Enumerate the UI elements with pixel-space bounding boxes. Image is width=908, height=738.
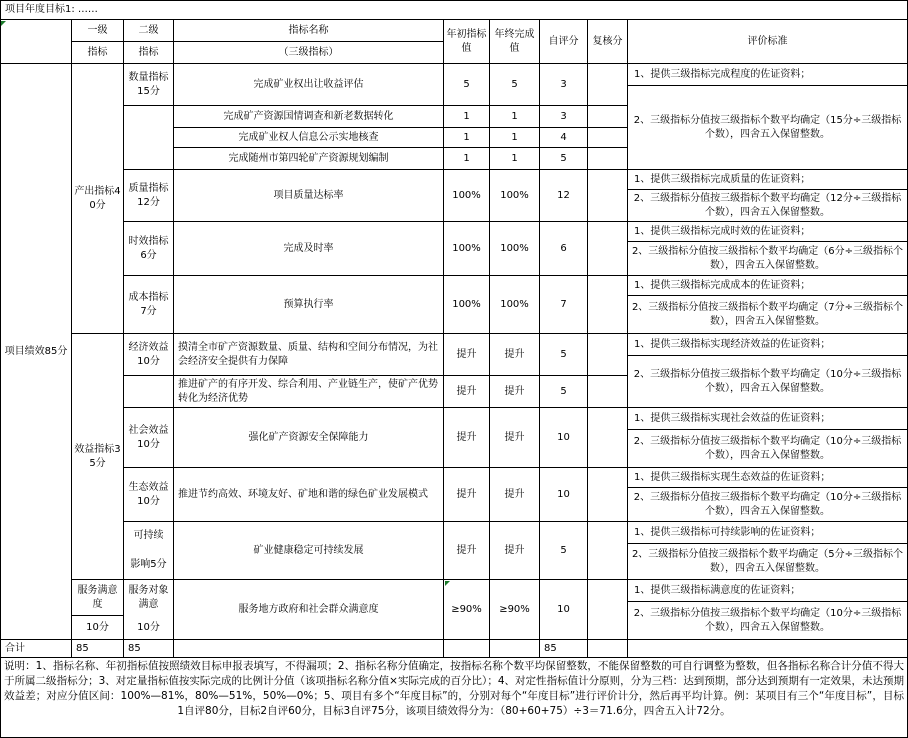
indicator-name: 摸清全市矿产资源数量、质量、结构和空间分布情况，为社会经济安全提供有力保障 [174,334,444,376]
indicator-review-score [588,148,628,170]
indicator-initial: 提升 [444,408,490,468]
total-level1: 85 [72,640,124,658]
indicator-review-score [588,580,628,640]
indicator-name: 服务地方政府和社会群众满意度 [174,580,444,640]
indicator-self-score: 6 [540,222,588,276]
indicator-final: 1 [490,128,540,148]
indicator-self-score: 3 [540,64,588,106]
indicator-final: 提升 [490,522,540,580]
indicator-self-score: 10 [540,580,588,640]
indicator-initial: 提升 [444,522,490,580]
criteria-text: 2、三级指标分值按三级指标个数平均确定（5分÷三级指标个数），四舍五入保留整数。 [628,544,908,580]
criteria-text: 2、三级指标分值按三级指标个数平均确定（7分÷三级指标个数），四舍五入保留整数。 [628,296,908,334]
level2-sustainability-line2: 影响5分 [130,558,167,570]
level1-benefit: 效益指标35分 [72,334,124,580]
indicator-initial: ≥90% [444,580,490,640]
indicator-initial: 100% [444,222,490,276]
indicator-initial: 提升 [444,334,490,376]
project-performance-cell: 项目绩效85分 [0,64,72,640]
criteria-text: 2、三级指标分值按三级指标个数平均确定（12分÷三级指标个数），四舍五入保留整数。 [628,190,908,222]
total-blank [628,640,908,658]
criteria-text: 1、提供三级指标实现经济效益的佐证资料； [628,334,908,356]
indicator-initial: 1 [444,106,490,128]
header-level2: 二级 [124,20,174,42]
indicator-name: 完成矿产资源国情调查和新老数据转化 [174,106,444,128]
header-indicator-sub: （三级指标） [174,42,444,64]
indicator-self-score: 5 [540,334,588,376]
indicator-review-score [588,334,628,376]
level2-timeliness: 时效指标6分 [124,222,174,276]
indicator-self-score: 5 [540,376,588,408]
header-level2-sub: 指标 [124,42,174,64]
indicator-name: 预算执行率 [174,276,444,334]
criteria-text: 2、三级指标分值按三级指标个数平均确定（10分÷三级指标个数），四舍五入保留整数。 [628,356,908,408]
indicator-name: 强化矿产资源安全保障能力 [174,408,444,468]
indicator-final: 100% [490,222,540,276]
indicator-review-score [588,170,628,222]
total-level2: 85 [124,640,174,658]
header-review-score: 复核分 [588,20,628,64]
criteria-text: 1、提供三级指标满意度的佐证资料； [628,580,908,602]
header-indicator-name: 指标名称 [174,20,444,42]
indicator-self-score: 5 [540,148,588,170]
total-blank [444,640,490,658]
indicator-initial: 1 [444,148,490,170]
level2-service [124,580,174,640]
indicator-name: 完成矿业权人信息公示实地核查 [174,128,444,148]
header-self-score: 自评分 [540,20,588,64]
indicator-final: ≥90% [490,580,540,640]
indicator-name: 推进节约高效、环境友好、矿地和谐的绿色矿业发展模式 [174,468,444,522]
header-blank [0,20,72,64]
indicator-self-score: 10 [540,408,588,468]
criteria-text: 2、三级指标分值按三级指标个数平均确定（15分÷三级指标个数），四舍五入保留整数。 [628,86,908,170]
indicator-self-score: 4 [540,128,588,148]
indicator-final: 100% [490,170,540,222]
total-blank [174,640,444,658]
indicator-name: 完成及时率 [174,222,444,276]
indicator-final: 1 [490,106,540,128]
indicator-name: 完成随州市第四轮矿产资源规划编制 [174,148,444,170]
level2-sustainability [124,522,174,580]
indicator-review-score [588,276,628,334]
indicator-final: 1 [490,148,540,170]
indicator-initial: 提升 [444,376,490,408]
total-blank [490,640,540,658]
indicator-self-score: 7 [540,276,588,334]
total-self-score: 85 [540,640,588,658]
indicator-self-score: 3 [540,106,588,128]
indicator-review-score [588,128,628,148]
indicator-review-score [588,106,628,128]
criteria-text: 2、三级指标分值按三级指标个数平均确定（10分÷三级指标个数），四舍五入保留整数。 [628,430,908,468]
indicator-review-score [588,522,628,580]
level2-service-line1: 服务对象满意 [128,585,169,611]
level1-output: 产出指标40分 [72,64,124,334]
criteria-text: 2、三级指标分值按三级指标个数平均确定（10分÷三级指标个数），四舍五入保留整数。 [628,488,908,522]
header-level1: 一级 [72,20,124,42]
level1-satisfaction: 服务满意度 [72,580,124,616]
indicator-review-score [588,64,628,106]
indicator-final: 5 [490,64,540,106]
level1-satisfaction-score: 10分 [72,616,124,640]
level2-quality: 质量指标12分 [124,170,174,222]
indicator-initial: 5 [444,64,490,106]
criteria-text: 1、提供三级指标完成程度的佐证资料； [628,64,908,86]
criteria-text: 1、提供三级指标可持续影响的佐证资料； [628,522,908,544]
header-final-value: 年终完成值 [490,20,540,64]
criteria-text: 1、提供三级指标实现生态效益的佐证资料； [628,468,908,488]
indicator-final: 100% [490,276,540,334]
indicator-final: 提升 [490,334,540,376]
level2-economic: 经济效益10分 [124,334,174,376]
total-label: 合计 [0,640,72,658]
indicator-initial: 100% [444,170,490,222]
indicator-name: 完成矿业权出让收益评估 [174,64,444,106]
criteria-text: 1、提供三级指标实现社会效益的佐证资料； [628,408,908,430]
level2-economic-blank [124,376,174,408]
criteria-text: 2、三级指标分值按三级指标个数平均确定（10分÷三级指标个数），四舍五入保留整数。 [628,602,908,640]
indicator-self-score: 12 [540,170,588,222]
level2-sustainability-line1: 可持续 [133,530,164,542]
indicator-initial: 提升 [444,468,490,522]
criteria-text: 1、提供三级指标完成成本的佐证资料； [628,276,908,296]
cell-comment-marker [1,21,6,26]
indicator-name: 项目质量达标率 [174,170,444,222]
level2-social: 社会效益10分 [124,408,174,468]
cell-comment-marker [445,581,450,586]
indicator-review-score [588,376,628,408]
criteria-text: 1、提供三级指标完成质量的佐证资料； [628,170,908,190]
header-criteria: 评价标准 [628,20,908,64]
total-blank [588,640,628,658]
level2-service-line2: 10分 [137,621,160,633]
page-title: 项目年度目标1: …… [0,0,908,20]
criteria-text: 1、提供三级指标完成时效的佐证资料； [628,222,908,242]
indicator-final: 提升 [490,408,540,468]
header-level1-sub: 指标 [72,42,124,64]
level2-quantity-blank [124,106,174,170]
indicator-name: 矿业健康稳定可持续发展 [174,522,444,580]
criteria-text: 2、三级指标分值按三级指标个数平均确定（6分÷三级指标个数），四舍五入保留整数。 [628,242,908,276]
header-initial-value: 年初指标值 [444,20,490,64]
indicator-initial: 100% [444,276,490,334]
level2-quantity: 数量指标15分 [124,64,174,106]
indicator-review-score [588,468,628,522]
explanation-note: 说明：1、指标名称、年初指标值按照绩效目标申报表填写，不得漏项；2、指标名称分值确定，按指标名称个数平均保留整数，不能保留整数的可自行调整为整数，但各指标名称合计分值不得大于所属二级指标分；3、对定量指标值按实际完成的比例计分值（该项指标名称分值×实际完成的百分比）；4、对定性指标值计分原则，分为三档：达到预期，部分达到预期有一定效果，未达预期效益差；对应分值区间：100%—81%，80%—51%，50%—0%；5、项目有多个“年度目标”的，分别对每个“年度目标”进行评价计分，然后再平均计算。例：某项目有三个“年度目标”，目标1自评80分，目标2自评60分，目标3自评75分，该项目绩效得分为：（80+60+75）÷3＝71.6分，四舍五入计72分。 [0,658,908,738]
indicator-review-score [588,408,628,468]
indicator-initial: 1 [444,128,490,148]
indicator-final: 提升 [490,376,540,408]
indicator-review-score [588,222,628,276]
indicator-final: 提升 [490,468,540,522]
level2-ecological: 生态效益10分 [124,468,174,522]
indicator-name: 推进矿产的有序开发、综合利用、产业链生产，使矿产优势转化为经济优势 [174,376,444,408]
indicator-self-score: 5 [540,522,588,580]
level2-cost: 成本指标7分 [124,276,174,334]
indicator-self-score: 10 [540,468,588,522]
